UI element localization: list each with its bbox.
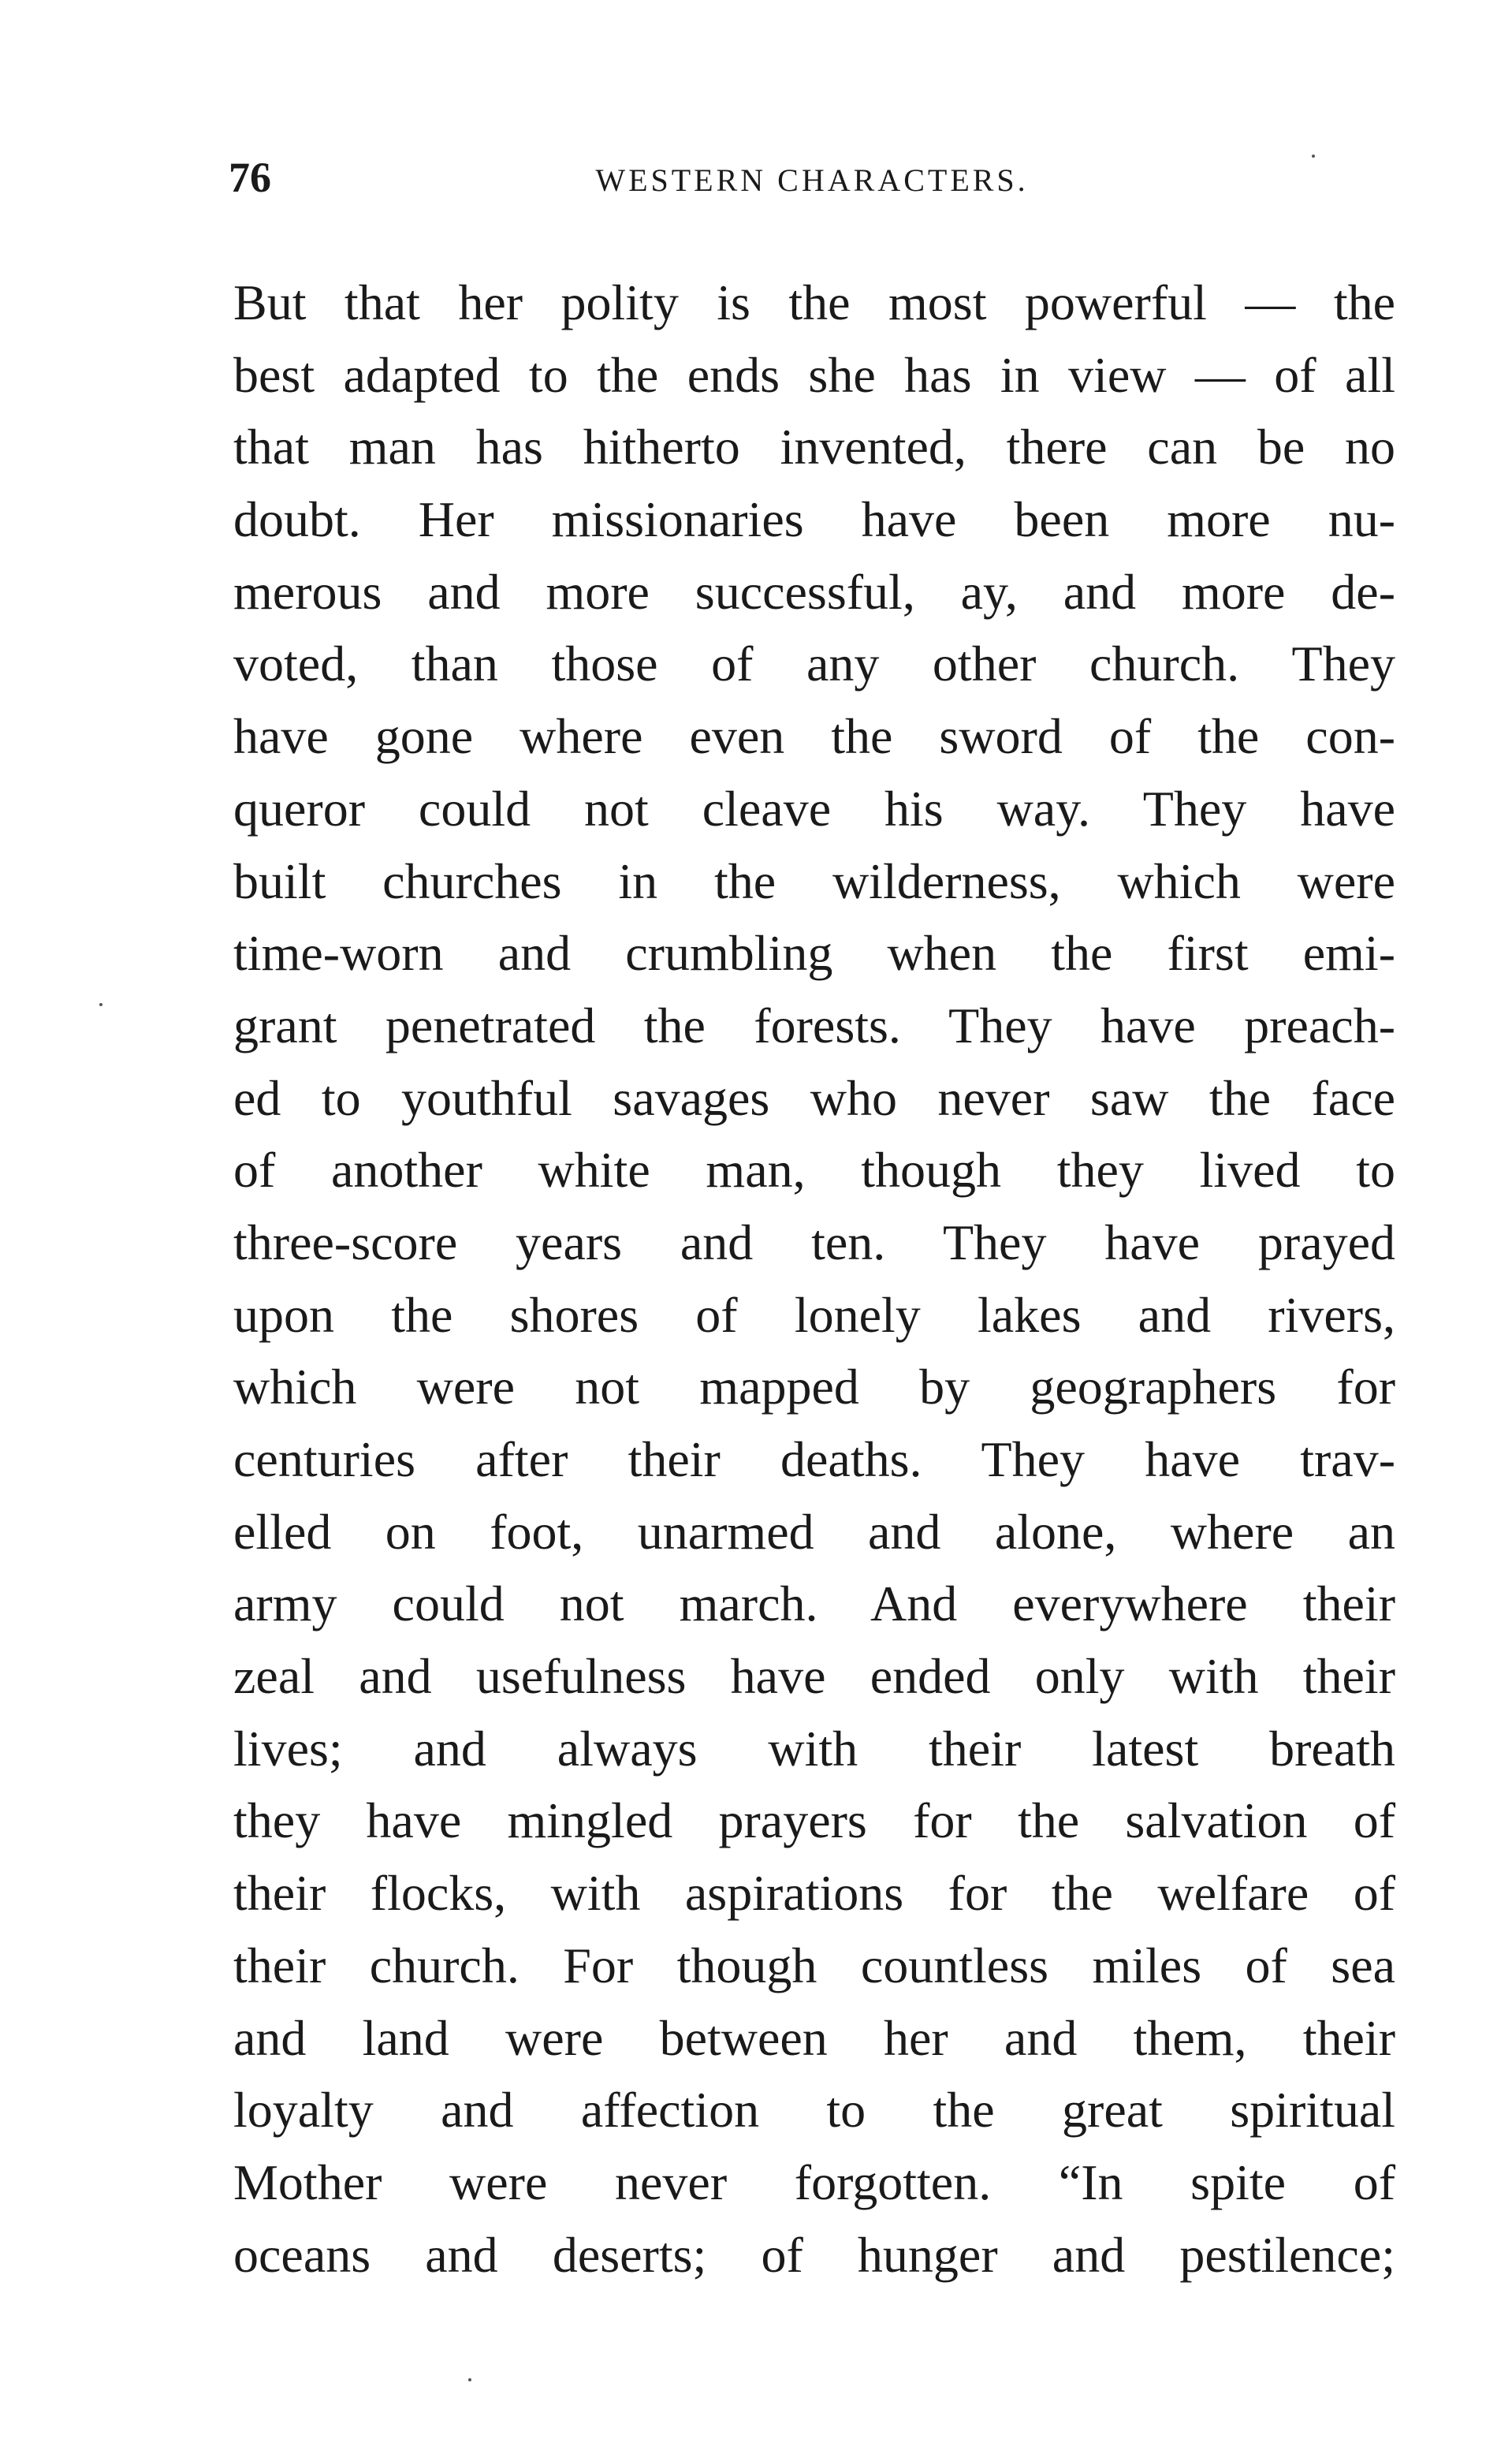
text-line: doubt. Her missionaries have been more nu- xyxy=(233,491,1395,548)
text-line: centuries after their deaths. They have trav- xyxy=(233,1431,1395,1487)
text-line: and land were between her and them, their xyxy=(233,2009,1395,2066)
text-line: lives; and always with their latest breath xyxy=(233,1720,1395,1777)
text-line: that man has hitherto invented, there can be no xyxy=(233,419,1395,475)
text-line: loyalty and affection to the great spiritual xyxy=(233,2082,1395,2139)
text-line: oceans and deserts; of hunger and pestilence; xyxy=(233,2226,1395,2283)
paper-speck xyxy=(1312,155,1315,158)
text-line: upon the shores of lonely lakes and rivers, xyxy=(233,1286,1395,1343)
page-number: 76 xyxy=(229,154,271,201)
paper-speck xyxy=(468,2378,471,2381)
text-line: their church. For though countless miles of sea xyxy=(233,1937,1395,1993)
text-line: Mother were never forgotten. “In spite of xyxy=(233,2154,1395,2210)
paper-speck xyxy=(99,1003,102,1006)
text-line: time-worn and crumbling when the first emi- xyxy=(233,925,1395,982)
text-line: ed to youthful savages who never saw the face xyxy=(233,1069,1395,1126)
text-line: their flocks, with aspirations for the welfare of xyxy=(233,1865,1395,1922)
text-line: of another white man, though they lived to xyxy=(233,1142,1395,1199)
text-line: have gone where even the sword of the con- xyxy=(233,708,1395,765)
text-line: grant penetrated the forests. They have preach- xyxy=(233,997,1395,1053)
body-text xyxy=(233,267,1395,2291)
text-line: voted, than those of any other church. They xyxy=(233,636,1395,692)
text-line: three-score years and ten. They have prayed xyxy=(233,1214,1395,1270)
text-line: But that her polity is the most powerful — the xyxy=(233,274,1395,330)
text-line: they have mingled prayers for the salvation of xyxy=(233,1792,1395,1849)
text-line: army could not march. And everywhere their xyxy=(233,1576,1395,1632)
running-title: WESTERN CHARACTERS. xyxy=(595,162,1029,198)
text-line: elled on foot, unarmed and alone, where an xyxy=(233,1503,1395,1560)
text-line: merous and more successful, ay, and more de- xyxy=(233,563,1395,620)
text-line: best adapted to the ends she has in view — of all xyxy=(233,346,1395,403)
text-line: zeal and usefulness have ended only with their xyxy=(233,1648,1395,1705)
page-header xyxy=(229,150,1395,205)
text-line: queror could not cleave his way. They have xyxy=(233,780,1395,837)
text-line: built churches in the wilderness, which were xyxy=(233,852,1395,909)
text-line: which were not mapped by geographers for xyxy=(233,1359,1395,1415)
